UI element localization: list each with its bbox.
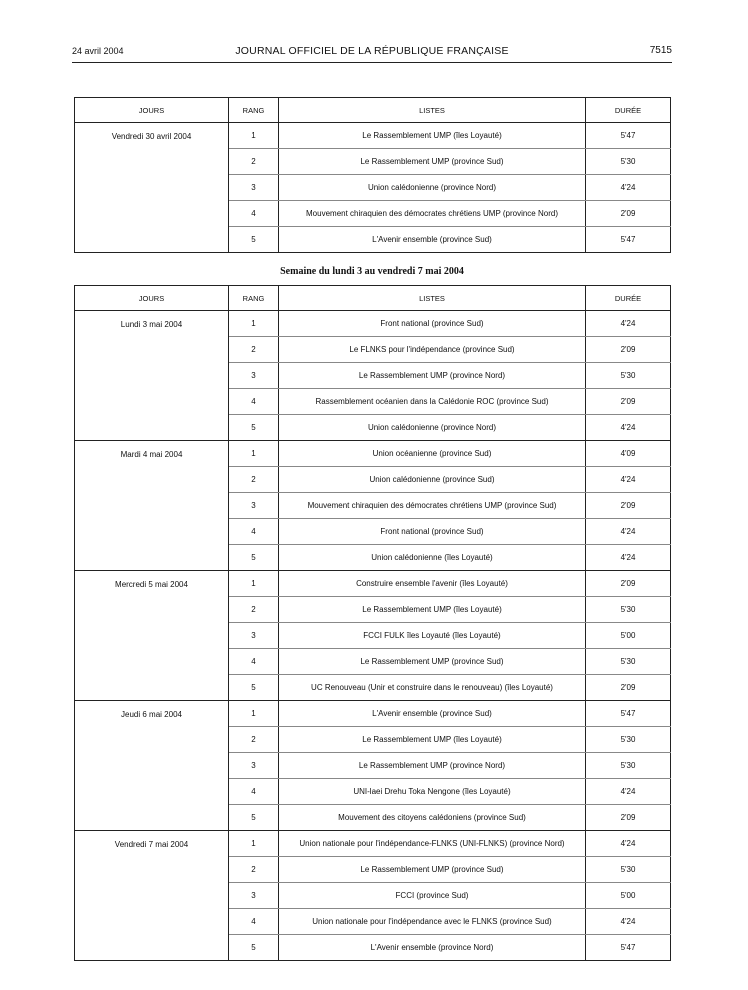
table-row <box>75 701 671 727</box>
list-cell: Le Rassemblement UMP (îles Loyauté) <box>279 727 586 753</box>
list-cell: Union calédonienne (province Nord) <box>279 415 586 441</box>
table-row <box>75 571 671 597</box>
list-cell: Le Rassemblement UMP (îles Loyauté) <box>279 597 586 623</box>
duration-cell: 2'09 <box>586 571 671 597</box>
rank-cell: 3 <box>229 753 279 779</box>
header-rule <box>72 62 672 63</box>
week-title: Semaine du lundi 3 au vendredi 7 mai 2004 <box>280 266 464 277</box>
rank-cell: 3 <box>229 493 279 519</box>
schedule-table-april <box>74 97 671 253</box>
list-cell: Le Rassemblement UMP (province Nord) <box>279 363 586 389</box>
table-row <box>75 123 671 149</box>
duration-cell: 5'47 <box>586 935 671 961</box>
column-header-duration: DURÉE <box>586 98 671 123</box>
duration-cell: 5'30 <box>586 363 671 389</box>
column-header-rank: RANG <box>229 286 279 311</box>
list-cell: Mouvement chiraquien des démocrates chrétiens UMP (province Nord) <box>279 201 586 227</box>
list-cell: Union nationale pour l'indépendance-FLNKS (UNI-FLNKS) (province Nord) <box>279 831 586 857</box>
duration-cell: 5'00 <box>586 623 671 649</box>
list-cell: Le Rassemblement UMP (province Sud) <box>279 649 586 675</box>
list-cell: FCCI FULK îles Loyauté (îles Loyauté) <box>279 623 586 649</box>
day-cell: Mercredi 5 mai 2004 <box>75 571 229 701</box>
list-cell: Front national (province Sud) <box>279 311 586 337</box>
duration-cell: 2'09 <box>586 389 671 415</box>
duration-cell: 5'30 <box>586 149 671 175</box>
rank-cell: 2 <box>229 597 279 623</box>
table-header-row <box>75 286 671 311</box>
duration-cell: 5'30 <box>586 753 671 779</box>
list-cell: Union calédonienne (îles Loyauté) <box>279 545 586 571</box>
duration-cell: 5'47 <box>586 227 671 253</box>
table-header-row <box>75 98 671 123</box>
day-cell: Jeudi 6 mai 2004 <box>75 701 229 831</box>
rank-cell: 4 <box>229 519 279 545</box>
duration-cell: 2'09 <box>586 805 671 831</box>
rank-cell: 1 <box>229 123 279 149</box>
rank-cell: 5 <box>229 805 279 831</box>
duration-cell: 4'24 <box>586 467 671 493</box>
list-cell: Union océanienne (province Sud) <box>279 441 586 467</box>
list-cell: L'Avenir ensemble (province Nord) <box>279 935 586 961</box>
rank-cell: 3 <box>229 883 279 909</box>
list-cell: Le Rassemblement UMP (province Sud) <box>279 149 586 175</box>
rank-cell: 2 <box>229 467 279 493</box>
list-cell: Union calédonienne (province Sud) <box>279 467 586 493</box>
duration-cell: 4'24 <box>586 779 671 805</box>
day-cell: Mardi 4 mai 2004 <box>75 441 229 571</box>
rank-cell: 2 <box>229 857 279 883</box>
list-cell: Le FLNKS pour l'indépendance (province Sud) <box>279 337 586 363</box>
table-row <box>75 441 671 467</box>
header-date: 24 avril 2004 <box>72 46 124 56</box>
rank-cell: 4 <box>229 779 279 805</box>
column-header-rank: RANG <box>229 98 279 123</box>
day-cell: Vendredi 30 avril 2004 <box>75 123 229 253</box>
rank-cell: 1 <box>229 701 279 727</box>
duration-cell: 4'24 <box>586 175 671 201</box>
duration-cell: 5'47 <box>586 701 671 727</box>
duration-cell: 4'24 <box>586 415 671 441</box>
duration-cell: 2'09 <box>586 493 671 519</box>
list-cell: Union calédonienne (province Nord) <box>279 175 586 201</box>
list-cell: UNI-laei Drehu Toka Nengone (îles Loyauté) <box>279 779 586 805</box>
rank-cell: 2 <box>229 727 279 753</box>
list-cell: Le Rassemblement UMP (province Nord) <box>279 753 586 779</box>
list-cell: L'Avenir ensemble (province Sud) <box>279 227 586 253</box>
column-header-day: JOURS <box>75 98 229 123</box>
rank-cell: 5 <box>229 675 279 701</box>
rank-cell: 4 <box>229 201 279 227</box>
rank-cell: 3 <box>229 175 279 201</box>
list-cell: Rassemblement océanien dans la Calédonie ROC (province Sud) <box>279 389 586 415</box>
duration-cell: 4'24 <box>586 311 671 337</box>
column-header-list: LISTES <box>279 98 586 123</box>
rank-cell: 5 <box>229 227 279 253</box>
list-cell: Construire ensemble l'avenir (îles Loyauté) <box>279 571 586 597</box>
duration-cell: 5'30 <box>586 649 671 675</box>
table-body <box>75 311 671 961</box>
page-number: 7515 <box>649 45 672 56</box>
journal-title: JOURNAL OFFICIEL DE LA RÉPUBLIQUE FRANÇAISE <box>235 45 509 57</box>
duration-cell: 4'24 <box>586 519 671 545</box>
rank-cell: 1 <box>229 441 279 467</box>
table-row <box>75 831 671 857</box>
column-header-list: LISTES <box>279 286 586 311</box>
rank-cell: 1 <box>229 831 279 857</box>
rank-cell: 1 <box>229 311 279 337</box>
list-cell: Front national (province Sud) <box>279 519 586 545</box>
list-cell: L'Avenir ensemble (province Sud) <box>279 701 586 727</box>
list-cell: Le Rassemblement UMP (îles Loyauté) <box>279 123 586 149</box>
rank-cell: 4 <box>229 389 279 415</box>
page-header <box>72 40 672 66</box>
duration-cell: 5'47 <box>586 123 671 149</box>
duration-cell: 5'30 <box>586 857 671 883</box>
duration-cell: 2'09 <box>586 337 671 363</box>
list-cell: Union nationale pour l'indépendance avec le FLNKS (province Sud) <box>279 909 586 935</box>
list-cell: FCCI (province Sud) <box>279 883 586 909</box>
list-cell: Mouvement des citoyens calédoniens (province Sud) <box>279 805 586 831</box>
rank-cell: 3 <box>229 363 279 389</box>
duration-cell: 4'24 <box>586 831 671 857</box>
day-cell: Vendredi 7 mai 2004 <box>75 831 229 961</box>
duration-cell: 5'30 <box>586 727 671 753</box>
duration-cell: 2'09 <box>586 675 671 701</box>
rank-cell: 5 <box>229 545 279 571</box>
column-header-day: JOURS <box>75 286 229 311</box>
day-cell: Lundi 3 mai 2004 <box>75 311 229 441</box>
column-header-duration: DURÉE <box>586 286 671 311</box>
duration-cell: 5'30 <box>586 597 671 623</box>
rank-cell: 4 <box>229 649 279 675</box>
list-cell: Mouvement chiraquien des démocrates chrétiens UMP (province Sud) <box>279 493 586 519</box>
list-cell: UC Renouveau (Unir et construire dans le renouveau) (îles Loyauté) <box>279 675 586 701</box>
rank-cell: 5 <box>229 415 279 441</box>
table-body <box>75 123 671 253</box>
rank-cell: 3 <box>229 623 279 649</box>
list-cell: Le Rassemblement UMP (province Sud) <box>279 857 586 883</box>
table-row <box>75 311 671 337</box>
duration-cell: 5'00 <box>586 883 671 909</box>
rank-cell: 2 <box>229 149 279 175</box>
duration-cell: 2'09 <box>586 201 671 227</box>
duration-cell: 4'09 <box>586 441 671 467</box>
rank-cell: 1 <box>229 571 279 597</box>
duration-cell: 4'24 <box>586 909 671 935</box>
schedule-table-may <box>74 285 671 961</box>
rank-cell: 4 <box>229 909 279 935</box>
rank-cell: 5 <box>229 935 279 961</box>
rank-cell: 2 <box>229 337 279 363</box>
duration-cell: 4'24 <box>586 545 671 571</box>
